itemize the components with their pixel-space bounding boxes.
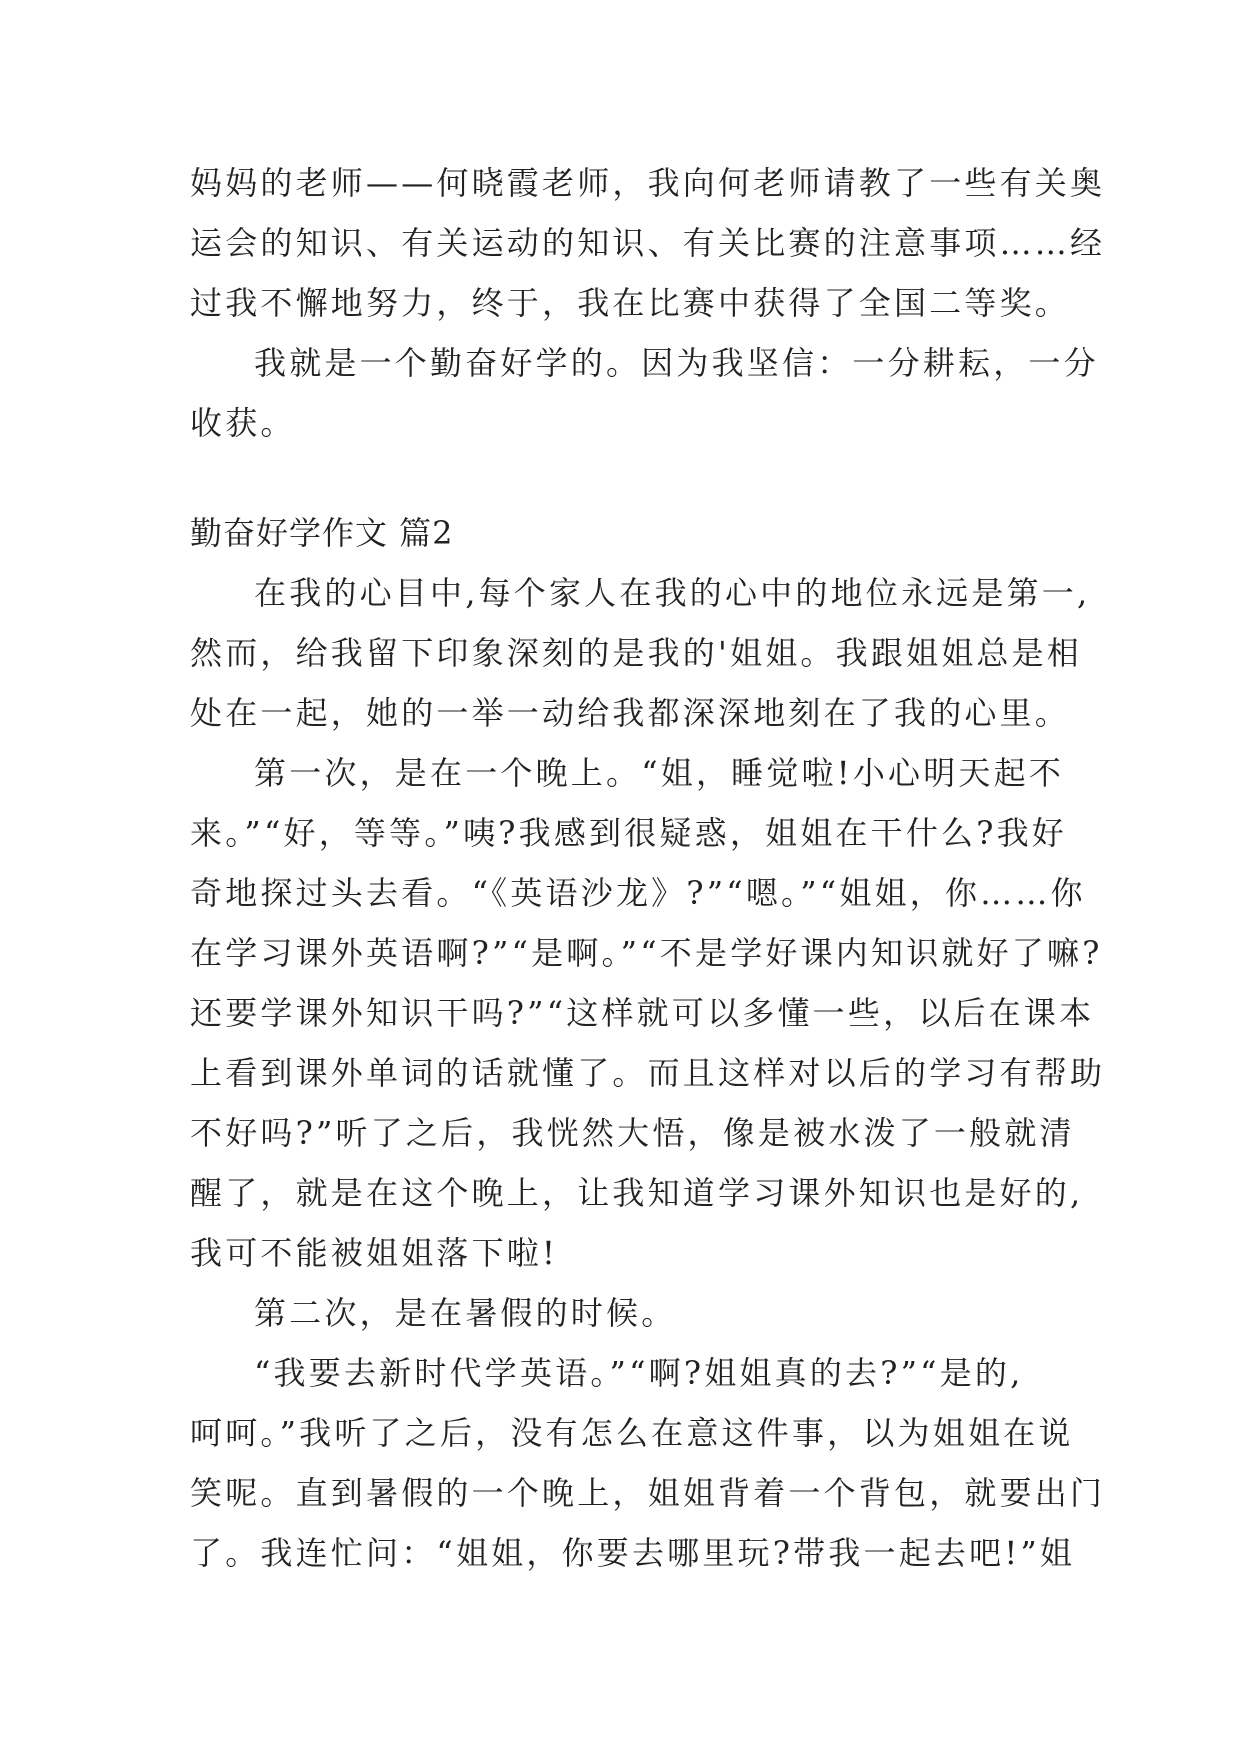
text-line: 醒了，就是在这个晚上，让我知道学习课外知识也是好的, [190, 1174, 1084, 1212]
text-line: 妈妈的老师——何晓霞老师，我向何老师请教了一些有关奥 [190, 164, 1106, 202]
text-line: 运会的知识、有关运动的知识、有关比赛的注意事项……经 [190, 224, 1106, 262]
text-line: 奇地探过头去看。“《英语沙龙》?”“嗯。”“姐姐，你……你 [190, 874, 1086, 912]
section-heading: 勤奋好学作文 篇2 [190, 514, 454, 552]
text-line: 收获。 [190, 404, 296, 442]
text-line: “我要去新时代学英语。”“啊?姐姐真的去?”“是的, [254, 1354, 1024, 1392]
text-line: 我就是一个勤奋好学的。因为我坚信：一分耕耘，一分 [254, 344, 1099, 382]
text-line: 在学习课外英语啊?”“是啊。”“不是学好课内知识就好了嘛? [190, 934, 1103, 972]
text-line: 处在一起，她的一举一动给我都深深地刻在了我的心里。 [190, 694, 1071, 732]
text-line: 上看到课外单词的话就懂了。而且这样对以后的学习有帮助 [190, 1054, 1106, 1092]
text-line: 来。”“好，等等。”咦?我感到很疑惑，姐姐在干什么?我好 [190, 814, 1067, 852]
text-line: 然而，给我留下印象深刻的是我的'姐姐。我跟姐姐总是相 [190, 634, 1082, 672]
text-line: 我可不能被姐姐落下啦! [190, 1234, 559, 1272]
text-line: 还要学课外知识干吗?”“这样就可以多懂一些，以后在课本 [190, 994, 1095, 1032]
text-line: 不好吗?”听了之后，我恍然大悟，像是被水泼了一般就清 [190, 1114, 1075, 1152]
text-line: 呵呵。”我听了之后，没有怎么在意这件事，以为姐姐在说 [190, 1414, 1074, 1452]
text-line: 第二次，是在暑假的时候。 [254, 1294, 677, 1332]
text-line: 第一次，是在一个晚上。“姐，睡觉啦!小心明天起不 [254, 754, 1065, 792]
text-line: 在我的心目中,每个家人在我的心中的地位永远是第一, [254, 574, 1091, 612]
text-line: 过我不懈地努力，终于，我在比赛中获得了全国二等奖。 [190, 284, 1071, 322]
text-line: 笑呢。直到暑假的一个晚上，姐姐背着一个背包，就要出门 [190, 1474, 1106, 1512]
text-line: 了。我连忙问：“姐姐，你要去哪里玩?带我一起去吧!”姐 [190, 1534, 1076, 1572]
